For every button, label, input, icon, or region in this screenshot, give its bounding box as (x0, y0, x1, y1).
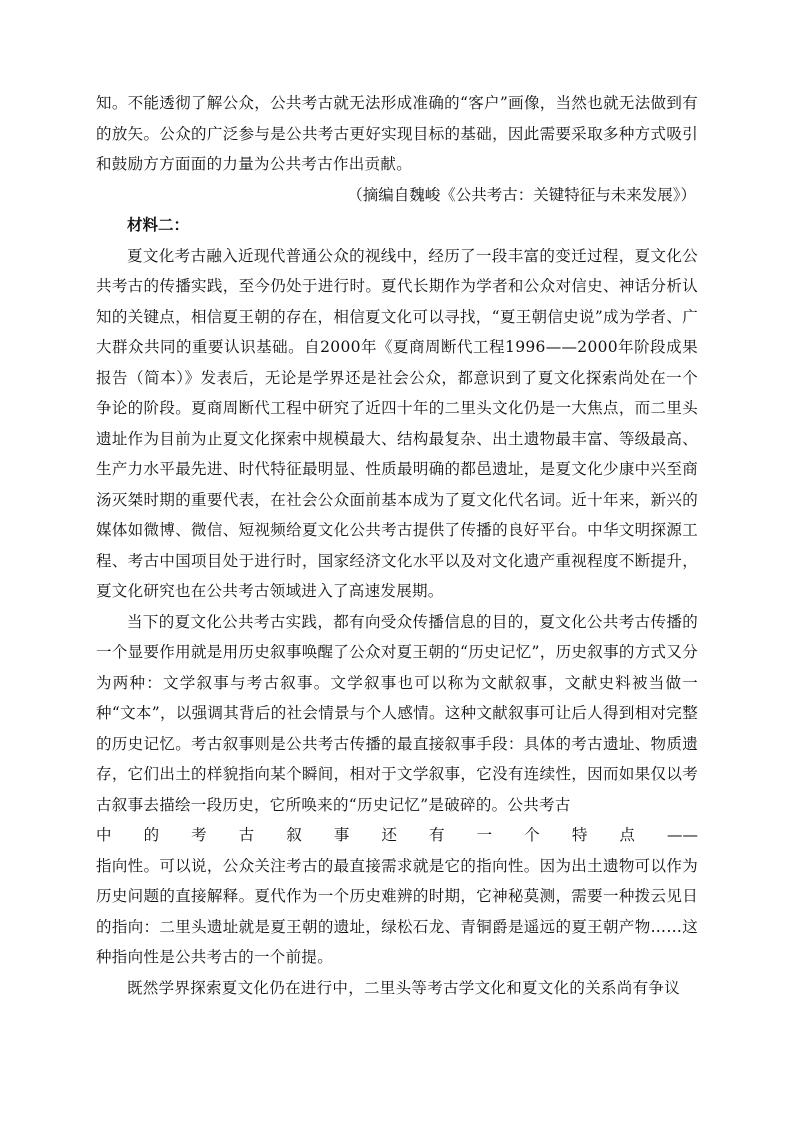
body-paragraph-3: 既然学界探索夏文化仍在进行中，二里头等考古学文化和夏文化的关系尚有争议 (127, 978, 681, 997)
section-heading: 材料二： (127, 215, 190, 234)
body-paragraph-1: 夏文化考古融入近现代普通公众的视线中，经历了一段丰富的变迁过程，夏文化公共考古的传播实践，至今仍处于进行时。夏代长期作为学者和公众对信史、神话分析认知的关键点，相信夏王朝的存在，相信夏文化可以寻找，“夏王朝信史说”成为学者、广大群众共同的重要认识基础。自2000年《夏商周断代工程1996——2000年阶段成果报告（简本）》发表后，无论是学界还是社会公众，都意识到了夏文化探索尚处在一个争论的阶段。夏商周断代工程中研究了近四十年的二里头文化仍是一大焦点，而二里头遗址作为目前为止夏文化探索中规模最大、结构最复杂、出土遗物最丰富、等级最高、生产力水平最先进、时代特征最明显、性质最明确的都邑遗址，是夏文化少康中兴至商汤灭桀时期的重要代表，在社会公众面前基本成为了夏文化代名词。近十年来，新兴的媒体如微博、微信、短视频给夏文化公共考古提供了传播的良好平台。中华文明探源工程、考古中国项目处于进行时，国家经济文化水平以及对文化遗产重视程度不断提升，夏文化研究也在公共考古领域进入了高速发展期。 (96, 246, 698, 600)
body-paragraph-2-continuation: 指向性。可以说，公众关注考古的最直接需求就是它的指向性。因为出土遗物可以作为历史问题的直接解释。夏代作为一个历史难辨的时期，它神秘莫测，需要一种拨云见日的指向：二里头遗址就是夏王朝的遗址，绿松石龙、青铜爵是遥远的夏王朝产物……这种指向性是公共考古的一个前提。 (96, 856, 698, 966)
source-citation: （摘编自魏峻《公共考古：关键特征与未来发展》） (347, 185, 696, 204)
body-paragraph-2-spread-line: 中的考古叙事还有一个特点—— (96, 826, 698, 844)
document-page (96, 88, 698, 1003)
body-paragraph-2: 当下的夏文化公共考古实践，都有向受众传播信息的目的，夏文化公共考古传播的一个显要作用就是用历史叙事唤醒了公众对夏王朝的“历史记忆”，历史叙事的方式又分为两种：文学叙事与考古叙事。文学叙事也可以称为文献叙事，文献史料被当做一种“文本”，以强调其背后的社会情景与个人感情。这种文献叙事可让后人得到相对完整的历史记忆。考古叙事则是公共考古传播的最直接叙事手段：具体的考古遗址、物质遗存，它们出土的样貌指向某个瞬间，相对于文学叙事，它没有连续性，因而如果仅以考古叙事去描绘一段历史，它所唤来的“历史记忆”是破碎的。公共考古 (96, 612, 698, 814)
opening-paragraph: 知。不能透彻了解公众，公共考古就无法形成准确的“客户”画像，当然也就无法做到有的放矢。公众的广泛参与是公共考古更好实现目标的基础，因此需要采取多种方式吸引和鼓励方方面面的力量为公共考古作出贡献。 (96, 94, 698, 173)
